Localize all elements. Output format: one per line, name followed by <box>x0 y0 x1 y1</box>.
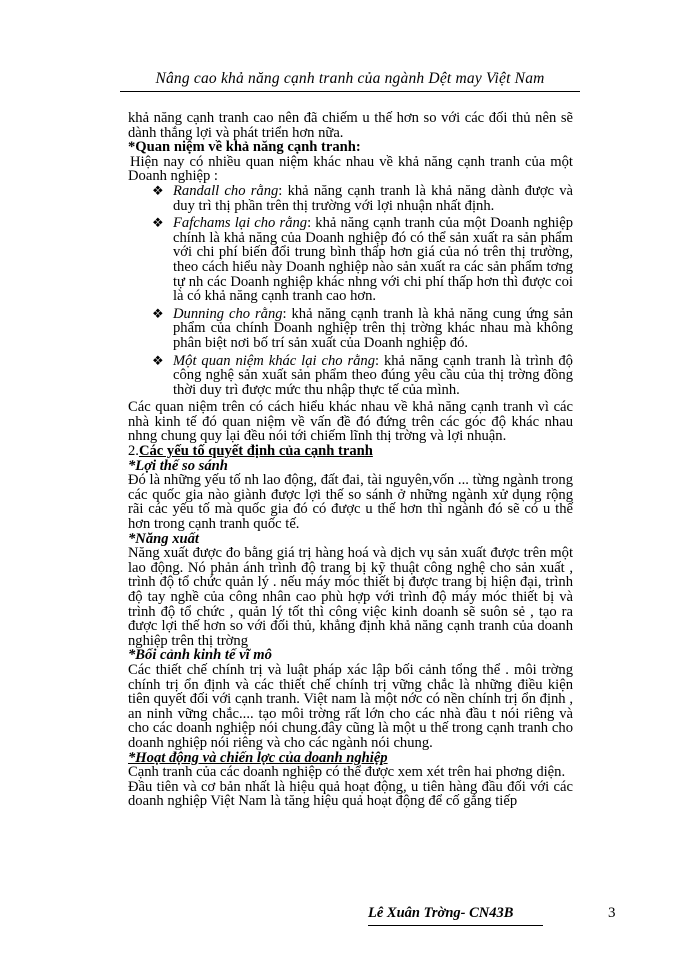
diamond-bullet-icon: ❖ <box>152 182 164 198</box>
bullet-lead: Một quan niệm khác lại cho rằng <box>173 352 376 369</box>
bullet-lead: Dunning cho rằng <box>173 305 283 322</box>
bullet-lead: Randall cho rằng <box>173 182 279 199</box>
bullet-item-fafchams <box>128 216 573 304</box>
section-heading <box>128 444 573 459</box>
paragraph-macro-context: Các thiết chế chính trị và luật pháp xác lập bối cảnh tổng thể . môi trờng chính trị ổn định và các thiết chế chính trị vững chắc là những điều kiện tiên quyết đối với cạnh tranh. Việt nam là một nớc có nền chính trị ổn định , an ninh vững chắc.... tạo môi trờng rất lớn cho các nhà đầu t nói riêng và cho các doanh nghiệp nói chung.đây cũng là một u thế trong cạnh tranh cho doanh nghiệp nói riêng và cho các ngành nói chung. <box>128 661 573 751</box>
subheading-productivity: *Năng xuất <box>128 530 199 547</box>
bullet-item-randall <box>128 184 573 213</box>
footer-author: Lê Xuân Trờng- CN43B <box>368 905 514 921</box>
bullet-text: : khả năng cạnh tranh là khả năng cung ứng sản phẩm của chính Doanh nghiệp trên thị trờng khác nhau mà không phân biệt nơi bố trí sản xuất của Doanh nghiệp đó. <box>173 305 573 351</box>
diamond-bullet-icon: ❖ <box>152 352 164 368</box>
diamond-bullet-icon: ❖ <box>152 305 164 321</box>
page-number: 3 <box>608 905 616 921</box>
subheading-comparative-advantage: *Lợi thế so sánh <box>128 457 228 474</box>
paragraph-productivity: Năng xuất được đo bằng giá trị hàng hoá và dịch vụ sản xuất được trên một lao động. Nó phản ánh trình độ trang bị kỹ thuật công nghệ cho sản xuất , trình độ tổ chức quản lý . nếu máy móc thiết bị được trang bị hiện đại, trình độ tay nghề của công nhân cao phù hợp với trình độ máy móc thiết bị và trình độ tổ chức , quản lý tốt thì công việc kinh doanh sẽ suôn sẻ , tạo ra được lợi thế hơn so với đối thủ, khẳng định khả năng cạnh tranh của doanh nghiệp trên thị trờng <box>128 545 573 649</box>
subheading-macro-context: *Bối cảnh kinh tế vĩ mô <box>128 647 272 664</box>
paragraph-efficiency: Đầu tiên và cơ bản nhất là hiệu quả hoạt động, u tiên hàng đầu đối với các doanh nghiệp Việt Nam là tăng hiệu quả hoạt động để cố gắng tiếp <box>128 778 573 810</box>
bullet-text: : khả năng cạnh tranh là trình độ công nghệ sản xuất sản phẩm theo đúng yêu cầu của thị trờng đồng thời duy trì được mức thu nhập thực tế của mình. <box>173 352 573 398</box>
footer-rule <box>368 925 543 926</box>
heading-concept: *Quan niệm về khả năng cạnh tranh: <box>128 139 361 156</box>
paragraph-competition-aspects: Cạnh tranh của các doanh nghiệp có thể được xem xét trên hai phơng diện. <box>128 764 566 781</box>
paragraph-summary: Các quan niệm trên có cách hiểu khác nhau về khả năng cạnh tranh vì các nhà kinh tế đó quan niệm về vấn đề đó đứng trên các góc độ khác nhau nhng chung quy lại đều nói tới chiếm lĩnh thị trờng và lợi nhuận. <box>128 399 573 445</box>
paragraph-concept-intro: Hiện nay có nhiều quan niệm khác nhau về khả năng cạnh tranh của một Doanh nghiệp : <box>128 153 573 185</box>
diamond-bullet-icon: ❖ <box>152 215 164 231</box>
page-body <box>128 111 573 809</box>
paragraph-intro: khả năng cạnh tranh cao nên đã chiếm u thế hơn so với các đối thủ nên sẽ dành thắng lợi và phát triển hơn nữa. <box>128 110 573 141</box>
paragraph-comparative-advantage: Đó là những yếu tố nh lao động, đất đai, tài nguyên,vốn ... từng ngành trong các quốc gia nào giành được lợi thế so sánh ở những ngành xử dụng rộng rãi các yếu tố mà quốc gia đó có được u thế hơn thì ngành đó sẽ có u thế hơn trong cạnh tranh quốc tế. <box>128 472 573 533</box>
header-rule <box>120 91 580 92</box>
bullet-item-other-view <box>128 354 573 398</box>
bullet-text: : khả năng cạnh tranh là khả năng dành được và duy trì thị phần trên thị trường với lợi nhuận nhất định. <box>173 182 574 214</box>
bullet-item-dunning <box>128 307 573 351</box>
bullet-lead: Fafchams lại cho rằng <box>173 215 308 232</box>
section-number: 2. <box>128 443 139 460</box>
section-title: Các yếu tố quyết định của cạnh tranh <box>138 443 373 460</box>
subheading-operations-strategy: *Hoạt động và chiến lợc của doanh nghiệp <box>128 749 388 766</box>
running-header: Nâng cao khả năng cạnh tranh của ngành Dệt may Việt Nam <box>155 70 545 87</box>
bullet-text: : khả năng cạnh tranh của một Doanh nghiệp chính là khả năng của Doanh nghiệp đó có thể sản xuất ra sản phẩm với chi phí biến đổi trung bình thấp hơn giá của nó trên thị trường, theo cách hiểu này Doanh nghiệp nào sản xuất ra các sản phẩm tơng tự nh các Doanh nghiệp khác nhng với chi phí thấp hơn thì được coi là có khả năng cạnh tranh cao hơn. <box>173 215 573 305</box>
